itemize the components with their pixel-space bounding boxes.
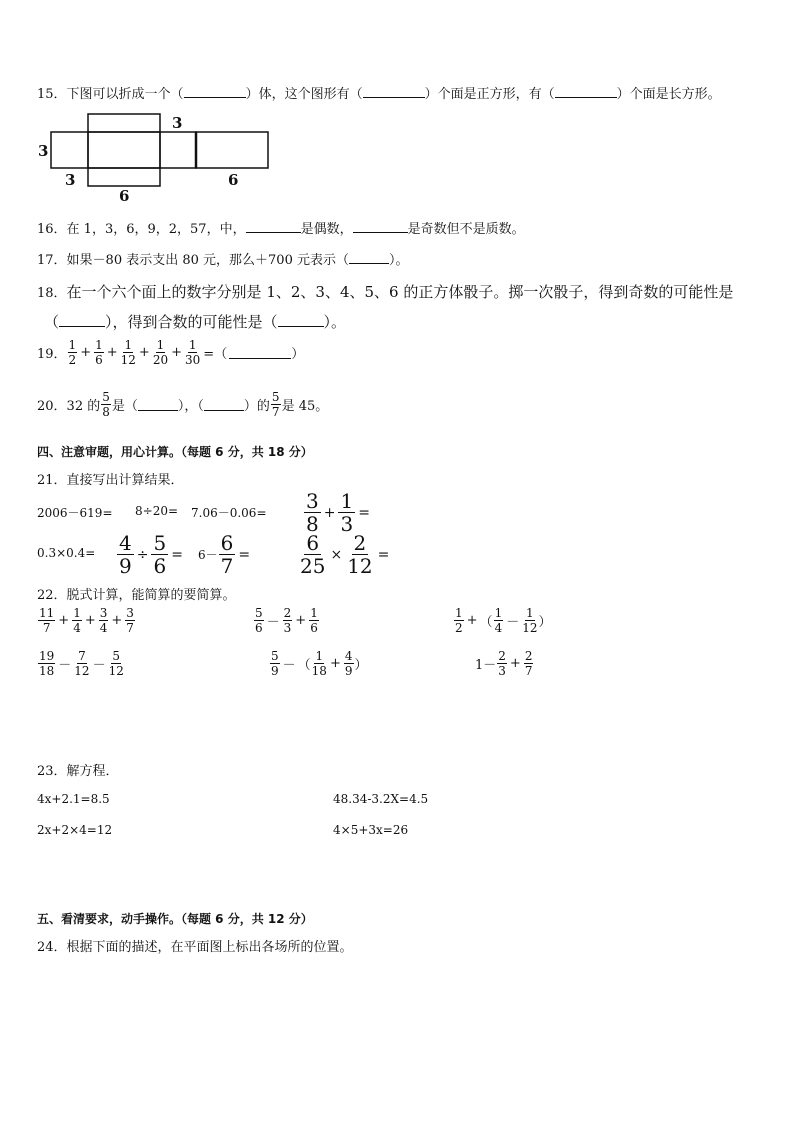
question-number: 18． [37, 286, 67, 301]
question-20: 20． 32 的 $\frac{5}{8}$ 是（ ），（ ）的 $\frac{5}{7}$ 是 45。 [37, 390, 329, 419]
fraction: $\frac{1}{6}$ [95, 338, 103, 367]
net-face-left [51, 132, 88, 168]
question-15: 15．下图可以折成一个（ ）体，这个图形有（ ）个面是正方形，有（ ）个面是长方形。 [37, 87, 721, 102]
fraction: $\frac{6}{7}$ [220, 531, 234, 578]
expression-5: $\frac{5}{9}$ － （ $\frac{1}{18}$ + $\frac{4}{9}$ ） [271, 649, 368, 678]
question-19: 19． $\frac{1}{2}$ + $\frac{1}{6}$ + $\frac{1}{12}$ + $\frac{1}{20}$ + $\frac{1}{30}$ =（ ） [37, 338, 305, 367]
net-label-top: 3 [172, 114, 183, 132]
fraction: $\frac{1}{30}$ [185, 338, 201, 367]
question-number: 19． [37, 347, 67, 362]
calc-frac-mul: $\frac{6}{25}$ × $\frac{2}{12}$ = [300, 531, 390, 578]
question-number: 23． [37, 764, 67, 779]
question-18-line2: （ ），得到合数的可能性是（ ）。 [44, 313, 347, 331]
answer-blank[interactable] [363, 85, 425, 98]
question-21: 21．直接写出计算结果． [37, 473, 184, 488]
fraction: $\frac{1}{12}$ [120, 338, 136, 367]
question-number: 22． [37, 588, 67, 603]
answer-blank[interactable] [204, 398, 244, 411]
expression-1: $\frac{11}{7}$ + $\frac{1}{4}$ + $\frac{3}{4}$ + $\frac{3}{7}$ [39, 606, 134, 635]
fraction: $\frac{5}{7}$ [271, 390, 280, 419]
equation-4: 4×5+3x=26 [333, 823, 409, 837]
answer-blank[interactable] [59, 314, 105, 327]
answer-blank[interactable] [555, 85, 617, 98]
equation-2: 48.34-3.2X=4.5 [333, 792, 429, 806]
net-label-bottom-right: 6 [228, 171, 239, 189]
answer-blank[interactable] [278, 314, 324, 327]
net-face-bottom [88, 168, 160, 186]
equation-3: 2x+2×4=12 [37, 823, 113, 837]
net-face-right-small [160, 132, 196, 168]
fraction: $\frac{5}{6}$ [153, 531, 167, 578]
expression-3: $\frac{1}{2}$ + （ $\frac{1}{4}$ － $\frac{1}{12}$ ） [455, 606, 552, 635]
net-label-bottom-mid: 6 [119, 187, 130, 204]
fraction: $\frac{6}{25}$ [300, 531, 326, 578]
fraction: $\frac{2}{12}$ [347, 531, 373, 578]
calc-7.06-0.06: 7.06－0.06= [191, 506, 267, 520]
net-label-bottom-left: 3 [65, 171, 76, 189]
answer-blank[interactable] [138, 398, 178, 411]
expression-4: $\frac{19}{18}$ － $\frac{7}{12}$ － $\frac{5}{12}$ [39, 649, 124, 678]
question-22: 22．脱式计算，能简算的要简算。 [37, 588, 236, 603]
question-18: 18．在一个六个面上的数字分别是 1、2、3、4、5、6 的正方体骰子。掷一次骰子，得到奇数的可能性是 [37, 283, 734, 301]
net-face-right-large [196, 132, 268, 168]
calc-6-minus-frac: 6－ $\frac{6}{7}$ = [198, 531, 251, 578]
net-face-center [88, 132, 160, 168]
calc-frac-sum: $\frac{3}{8}$ + $\frac{1}{3}$ = [306, 489, 370, 536]
calc-8-div-20: 8÷20= [135, 504, 179, 518]
net-face-top [88, 114, 160, 132]
question-number: 24． [37, 940, 67, 955]
question-24: 24．根据下面的描述，在平面图上标出各场所的位置。 [37, 940, 353, 955]
question-number: 21． [37, 473, 67, 488]
question-number: 17． [37, 253, 67, 268]
answer-blank[interactable] [349, 251, 389, 264]
question-number: 15． [37, 87, 67, 102]
fraction: $\frac{1}{20}$ [152, 338, 169, 367]
question-17: 17．如果－80 表示支出 80 元，那么＋700 元表示（ ）。 [37, 253, 409, 268]
calc-0.3x0.4: 0.3×0.4= [37, 546, 96, 560]
calc-frac-div: $\frac{4}{9}$ ÷ $\frac{5}{6}$ = [119, 531, 183, 578]
answer-blank[interactable] [353, 220, 408, 233]
fraction: $\frac{3}{8}$ [306, 489, 319, 536]
question-number: 16． [37, 222, 67, 237]
question-16: 16．在 1，3，6，9，2，57，中， 是偶数， 是奇数但不是质数。 [37, 222, 525, 237]
expression-6: 1－ $\frac{2}{3}$ + $\frac{2}{7}$ [475, 649, 533, 678]
fraction: $\frac{4}{9}$ [119, 531, 132, 578]
fraction: $\frac{5}{8}$ [102, 390, 110, 419]
question-number: 20． [37, 399, 67, 414]
net-label-left: 3 [38, 142, 49, 160]
question-23: 23．解方程． [37, 764, 119, 779]
answer-blank[interactable] [184, 85, 246, 98]
fraction: $\frac{1}{2}$ [68, 338, 77, 367]
section-4-title: 四、注意审题，用心计算。（每题 6 分，共 18 分） [37, 445, 313, 459]
section-5-title: 五、看清要求，动手操作。（每题 6 分，共 12 分） [37, 912, 313, 926]
calc-2006-619: 2006－619= [37, 506, 113, 520]
equation-1: 4x+2.1=8.5 [37, 792, 110, 806]
answer-blank[interactable] [229, 346, 291, 359]
fraction: $\frac{1}{3}$ [340, 489, 354, 536]
answer-blank[interactable] [246, 220, 301, 233]
expression-2: $\frac{5}{6}$ － $\frac{2}{3}$ + $\frac{1}{6}$ [255, 606, 318, 635]
cuboid-net-diagram [34, 112, 274, 204]
